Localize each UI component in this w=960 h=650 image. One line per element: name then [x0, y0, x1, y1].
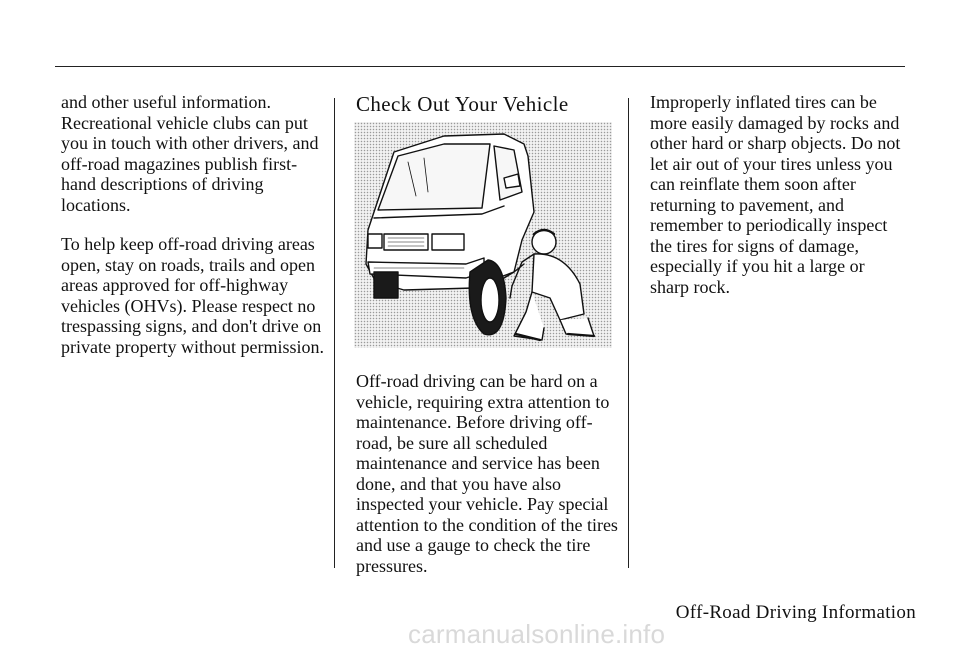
paragraph-maintenance: Off-road driving can be hard on a vehicle, requiring extra attention to maintenance. Before driving off-road, be sure all scheduled maintenance and service has been done, and that you have also inspected your vehicle. Pay special attention to the condition of the tires and use a gauge to check the tire pressures.: [356, 371, 618, 576]
section-heading: Check Out Your Vehicle: [356, 92, 569, 116]
column-middle: [356, 371, 618, 595]
section-title-footer: Off-Road Driving Information: [675, 602, 916, 623]
top-rule: [55, 66, 905, 67]
column-divider-left: [334, 98, 335, 568]
column-right: [650, 92, 908, 316]
paragraph-tire-pressure: Improperly inflated tires can be more easily damaged by rocks and other hard or sharp objects. Do not let air out of your tires unless you can reinflate them soon after returning to pavement, and remember to periodically inspect the tires for signs of damage, especially if you hit a large or sharp rock.: [650, 92, 901, 297]
column-divider-right: [628, 98, 629, 568]
paragraph-resources: and other useful information. Recreational vehicle clubs can put you in touch with other drivers, and off-road magazines publish first-hand descriptions of driving locations.: [61, 92, 319, 215]
person-checking-tire-illustration: [354, 122, 612, 348]
paragraph-keep-areas-open: To help keep off-road driving areas open, stay on roads, trails and open areas approved for off-highway vehicles (OHVs). Please respect no trespassing signs, and don't drive on private property without permission.: [61, 234, 324, 357]
column-left: [61, 92, 329, 376]
watermark-text: carmanualsonline.info: [408, 619, 666, 649]
